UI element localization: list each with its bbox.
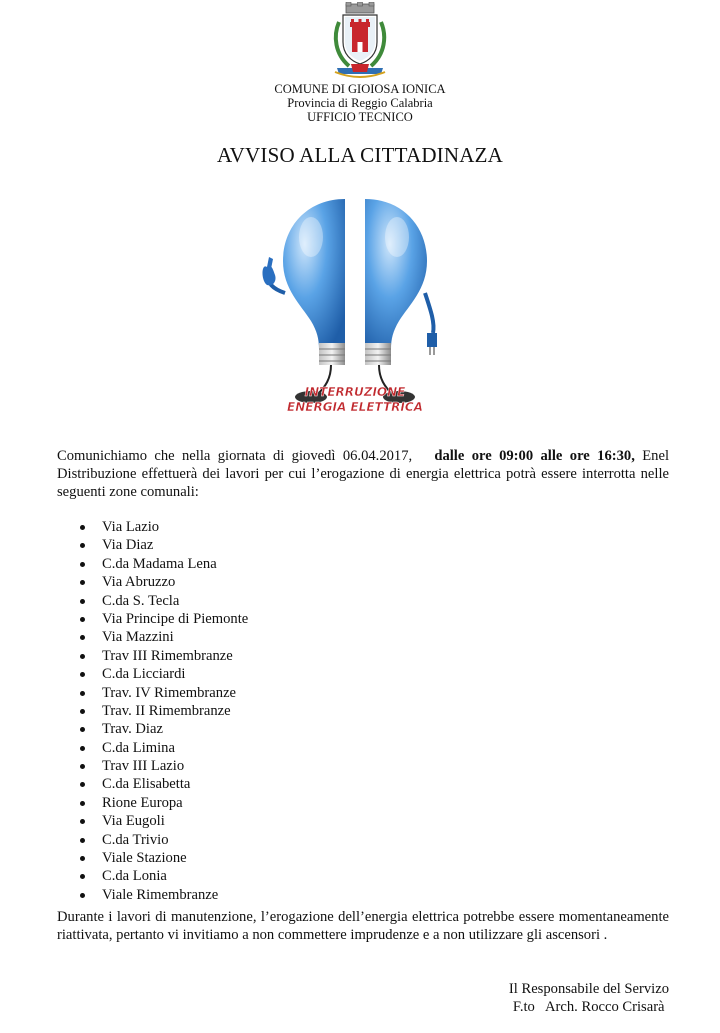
- municipal-crest-logo: [331, 2, 389, 80]
- list-item: Via Diaz: [57, 536, 248, 554]
- list-item: C.da Limina: [57, 739, 248, 757]
- list-item: Via Mazzini: [57, 628, 248, 646]
- list-item: Via Principe di Piemonte: [57, 610, 248, 628]
- list-item: Trav. II Rimembranze: [57, 702, 248, 720]
- signatory-role: Il Responsabile del Servizo: [508, 981, 669, 997]
- province-name: Provincia di Reggio Calabria: [287, 96, 433, 110]
- list-item: Via Abruzzo: [57, 573, 248, 591]
- list-item: Trav. Diaz: [57, 720, 248, 738]
- list-item: C.da Trivio: [57, 831, 248, 849]
- list-item: Trav III Lazio: [57, 757, 248, 775]
- intro-paragraph: [57, 447, 669, 501]
- signature-block: [509, 980, 669, 1017]
- list-item: Via Lazio: [57, 518, 248, 536]
- list-item: C.da Elisabetta: [57, 775, 248, 793]
- affected-zones-list: [57, 518, 248, 904]
- power-outage-illustration: [245, 193, 465, 425]
- illustration-caption-line2: ENERGIA ELETTRICA: [287, 400, 423, 414]
- list-item: C.da Licciardi: [57, 665, 248, 683]
- list-item: Viale Stazione: [57, 849, 248, 867]
- illustration-caption-line1: INTERRUZIONE: [304, 385, 406, 399]
- office-name: UFFICIO TECNICO: [307, 110, 413, 124]
- list-item: Trav III Rimembranze: [57, 647, 248, 665]
- outage-time-range: dalle ore 09:00 alle ore 16:30,: [434, 448, 635, 464]
- list-item: Via Eugoli: [57, 812, 248, 830]
- list-item: C.da Lonia: [57, 867, 248, 885]
- closing-paragraph: Durante i lavori di manutenzione, l’erogazione dell’energia elettrica potrebbe essere momentaneamente riattivata, pertanto vi invitiamo a non commettere imprudenze e a non utilizzare gli ascensori .: [57, 909, 669, 944]
- list-item: Trav. IV Rimembranze: [57, 684, 248, 702]
- letterhead: [0, 82, 720, 124]
- intro-text-start: Comunichiamo che nella giornata di giovedì 06.04.2017,: [57, 448, 413, 464]
- intro-text-end: Enel Distribuzione effettuerà dei lavori per cui l’erogazione di energia elettrica potrà essere interrotta nelle seguenti zone comunali:: [57, 448, 669, 500]
- signatory-name: F.to Arch. Rocco Crisarà: [512, 999, 665, 1016]
- list-item: Rione Europa: [57, 794, 248, 812]
- list-item: Viale Rimembranze: [57, 886, 248, 904]
- municipality-name: COMUNE DI GIOIOSA IONICA: [274, 82, 446, 96]
- notice-title: AVVISO ALLA CITTADINAZA: [216, 143, 504, 167]
- list-item: C.da Madama Lena: [57, 555, 248, 573]
- list-item: C.da S. Tecla: [57, 592, 248, 610]
